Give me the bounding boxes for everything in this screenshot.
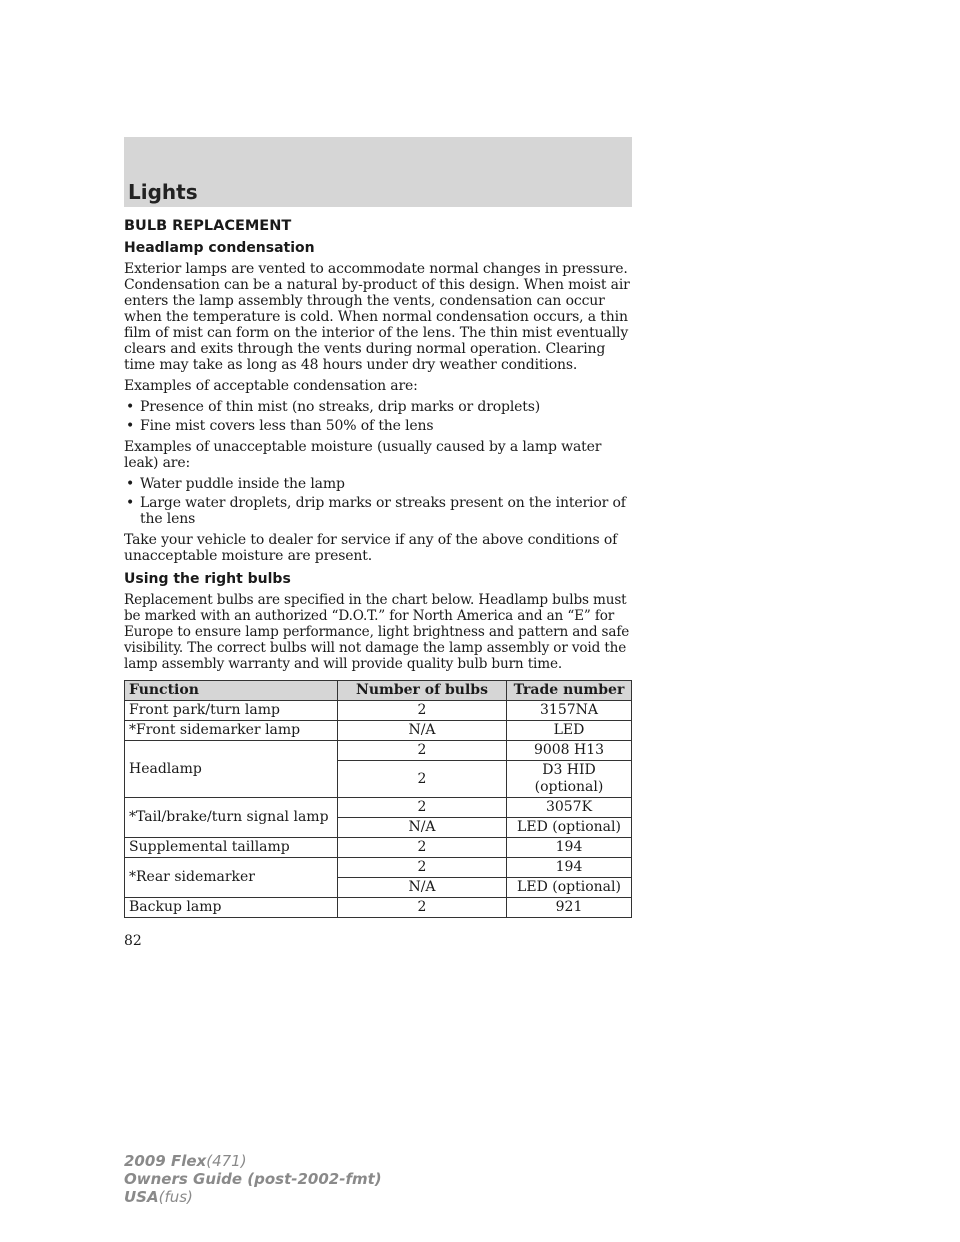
cell-trade: 3157NA <box>507 701 632 721</box>
unacceptable-list <box>124 476 634 527</box>
list-item: • Fine mist covers less than 50% of the lens <box>124 418 634 434</box>
cell-count: 2 <box>338 858 507 878</box>
cell-function: Supplemental taillamp <box>125 838 338 858</box>
cell-trade: LED (optional) <box>507 818 632 838</box>
document-footer <box>124 1152 382 1206</box>
cell-trade: 194 <box>507 858 632 878</box>
cell-trade: LED <box>507 721 632 741</box>
cell-count: 2 <box>338 798 507 818</box>
cell-trade: 194 <box>507 838 632 858</box>
cell-count: N/A <box>338 878 507 898</box>
acceptable-list <box>124 399 634 434</box>
table-row <box>125 721 632 741</box>
column-header-count: Number of bulbs <box>338 681 507 701</box>
cell-count: N/A <box>338 721 507 741</box>
cell-function: *Rear sidemarker <box>125 858 338 898</box>
footer-line: 2009 Flex(471) <box>124 1152 247 1170</box>
table-row <box>125 898 632 918</box>
condensation-intro: Exterior lamps are vented to accommodate normal changes in pressure. Condensation can be a natural by-product of this design. When moist air enters the lamp assembly through the vents, condensation can occur when the temperature is cold. When normal condensation occurs, a thin film of mist can form on the interior of the lens. The thin mist eventually clears and exits through the vents during normal operation. Clearing time may take as long as 48 hours under dry weather conditions. <box>124 261 630 373</box>
cell-function: *Front sidemarker lamp <box>125 721 338 741</box>
cell-trade: 921 <box>507 898 632 918</box>
cell-function: Headlamp <box>125 741 338 798</box>
section-title: Lights <box>128 180 198 204</box>
table-row <box>125 838 632 858</box>
table-header-row <box>125 681 632 701</box>
condensation-closing: Take your vehicle to dealer for service if any of the above conditions of unacceptable moisture are present. <box>124 532 618 564</box>
table-row <box>125 701 632 721</box>
page-content <box>124 218 634 918</box>
bulb-table <box>124 680 632 918</box>
cell-function: Backup lamp <box>125 898 338 918</box>
page-number: 82 <box>124 933 142 949</box>
column-header-function: Function <box>125 681 338 701</box>
list-item: • Large water droplets, drip marks or streaks present on the interior of the lens <box>124 495 634 527</box>
cell-function: Front park/turn lamp <box>125 701 338 721</box>
bulbs-subheading: Using the right bulbs <box>124 571 291 587</box>
cell-trade: D3 HID (optional) <box>507 761 632 798</box>
footer-line: Owners Guide (post-2002-fmt) <box>124 1170 382 1188</box>
cell-count: 2 <box>338 898 507 918</box>
list-item: • Water puddle inside the lamp <box>124 476 634 492</box>
list-item: • Presence of thin mist (no streaks, drip marks or droplets) <box>124 399 634 415</box>
table-row <box>125 858 632 878</box>
cell-count: 2 <box>338 761 507 798</box>
acceptable-label: Examples of acceptable condensation are: <box>124 378 418 394</box>
table-row <box>125 741 632 761</box>
unacceptable-label: Examples of unacceptable moisture (usually caused by a lamp water leak) are: <box>124 439 602 471</box>
bulb-table-body <box>125 701 632 918</box>
cell-count: N/A <box>338 818 507 838</box>
bulbs-intro: Replacement bulbs are specified in the chart below. Headlamp bulbs must be marked with an authorized “D.O.T.” for North America and an “E” for Europe to ensure lamp performance, light brightness and pattern and safe visibility. The correct bulbs will not damage the lamp assembly or void the lamp assembly warranty and will provide quality bulb burn time. <box>124 592 630 672</box>
cell-count: 2 <box>338 701 507 721</box>
table-row <box>125 798 632 818</box>
footer-line: USA(fus) <box>124 1188 193 1206</box>
cell-count: 2 <box>338 741 507 761</box>
cell-trade: LED (optional) <box>507 878 632 898</box>
cell-trade: 9008 H13 <box>507 741 632 761</box>
cell-function: *Tail/brake/turn signal lamp <box>125 798 338 838</box>
condensation-subheading: Headlamp condensation <box>124 240 315 256</box>
column-header-trade: Trade number <box>507 681 632 701</box>
cell-trade: 3057K <box>507 798 632 818</box>
cell-count: 2 <box>338 838 507 858</box>
section-header-band <box>124 137 632 207</box>
page-heading: BULB REPLACEMENT <box>124 218 292 234</box>
